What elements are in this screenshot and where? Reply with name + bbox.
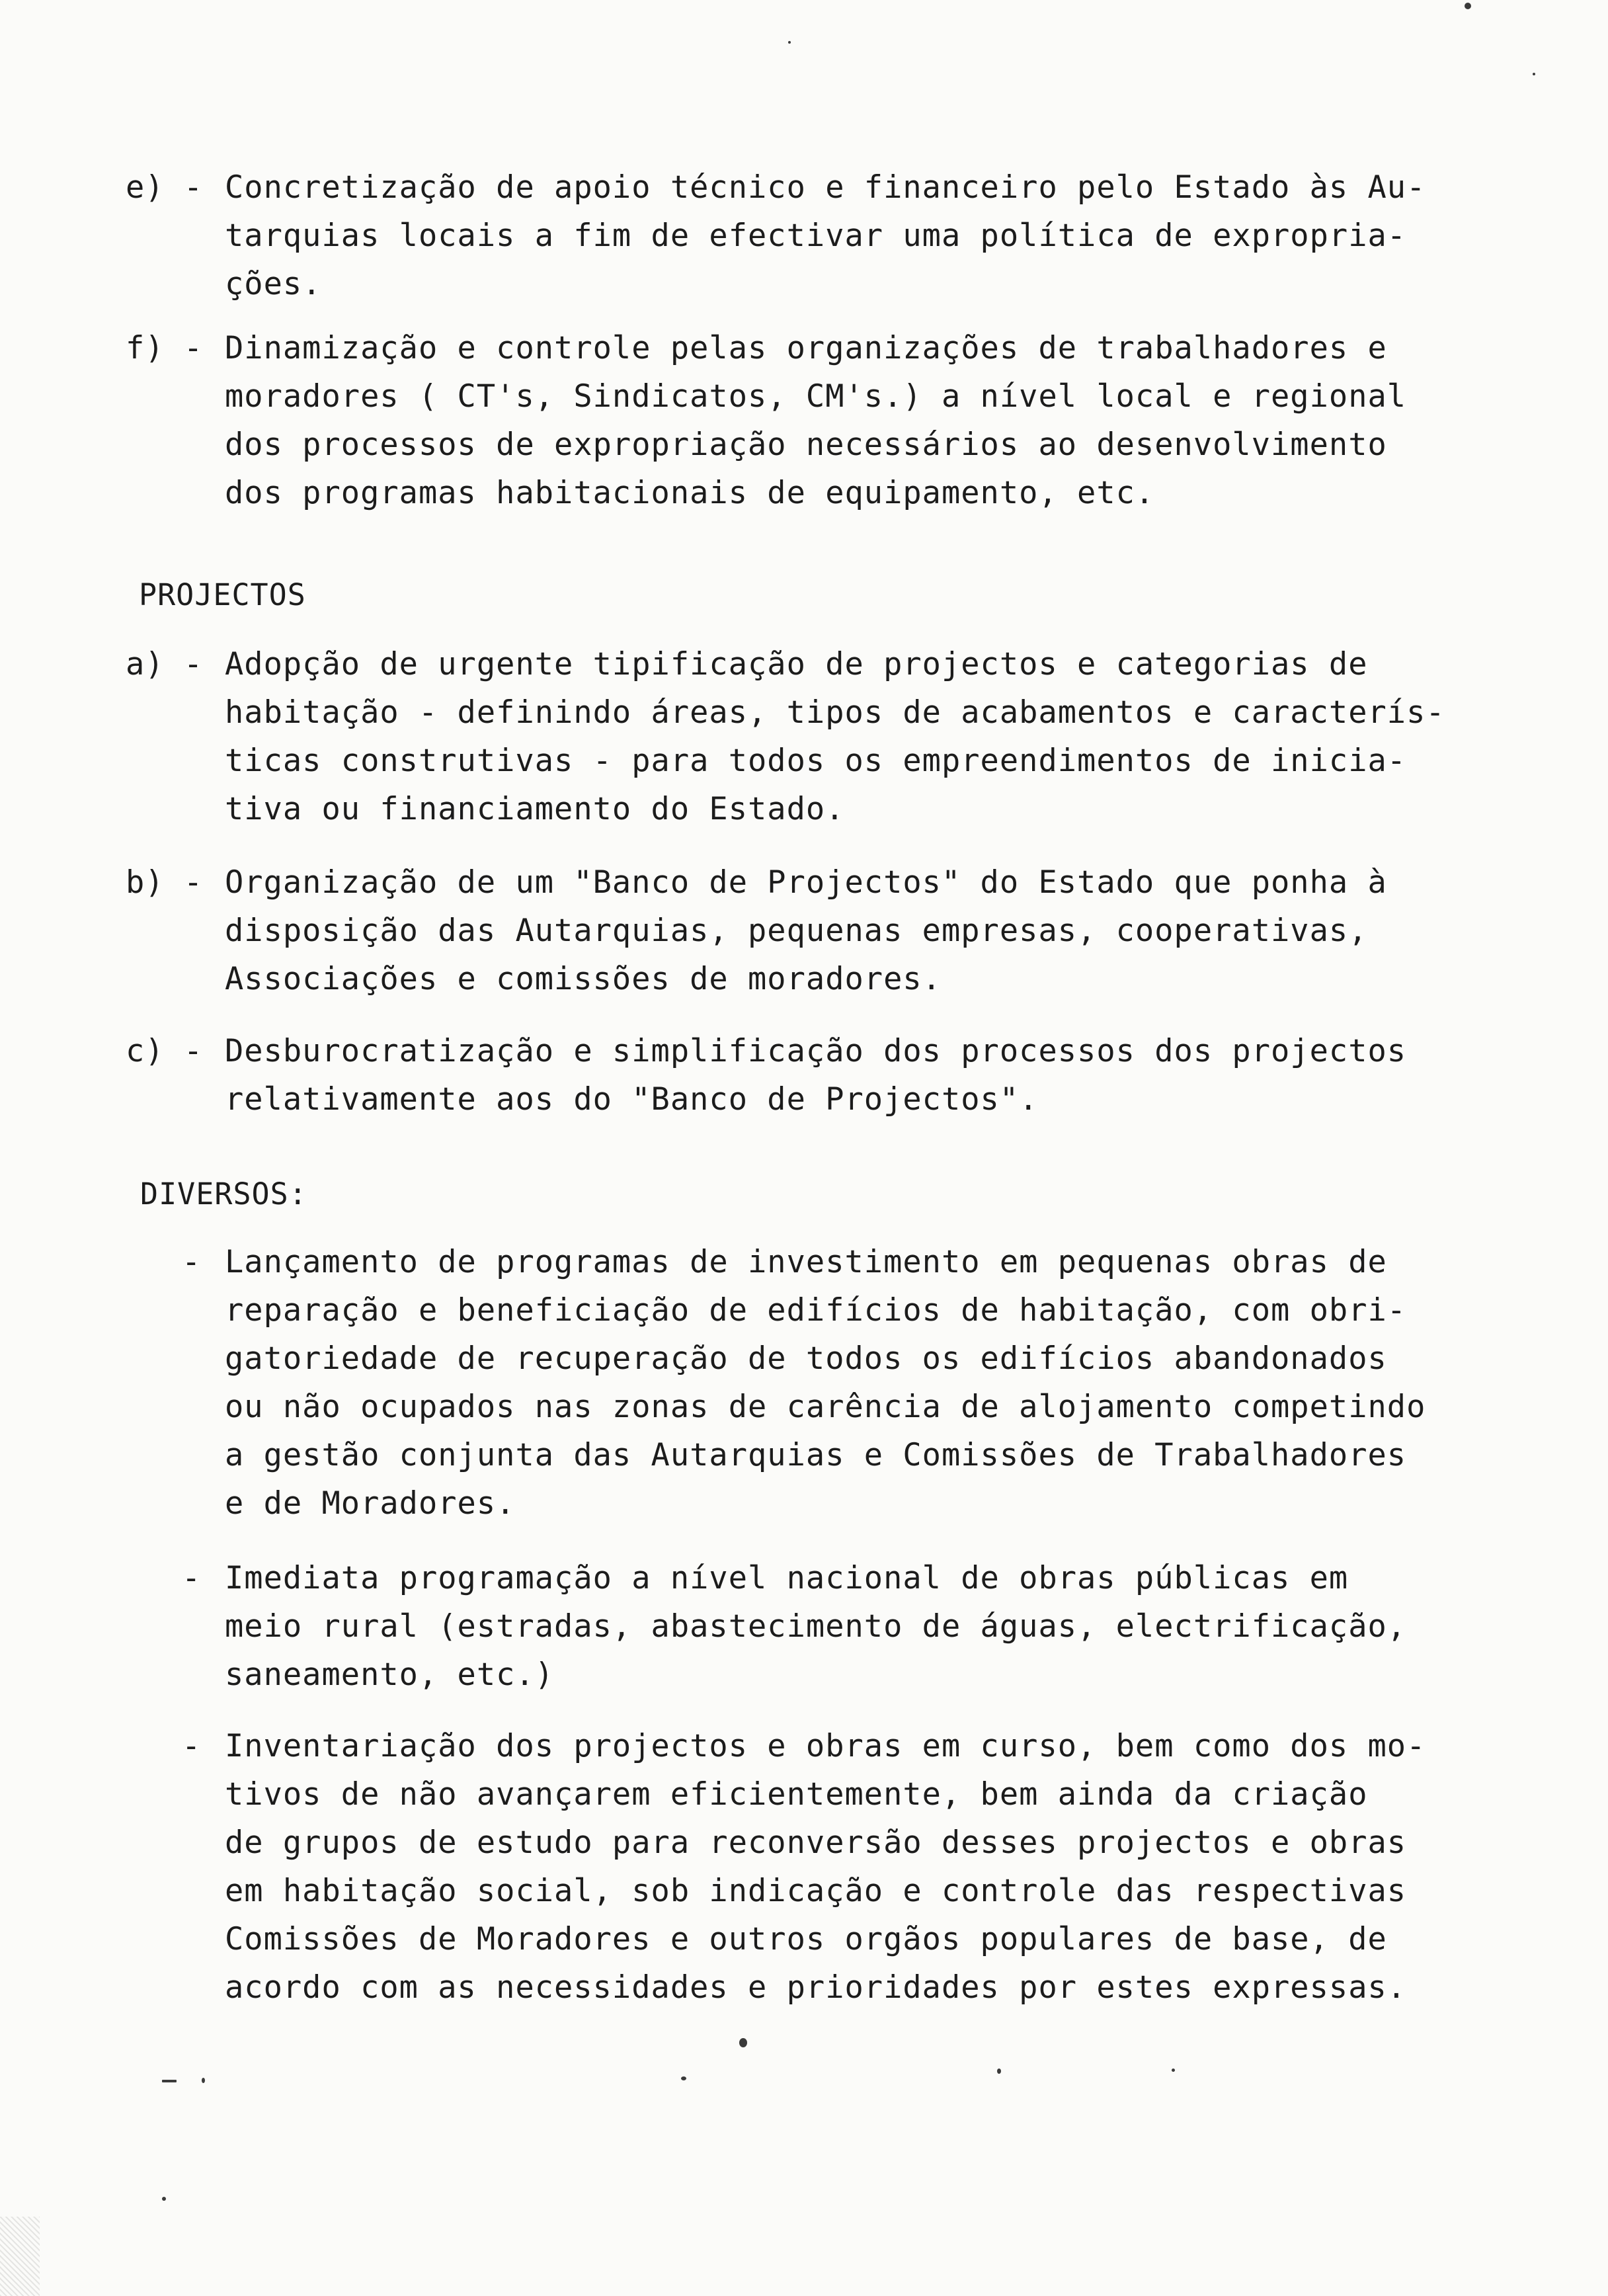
list-marker: - [182,1560,202,1596]
list-item-text: Dinamização e controle pelas organizações de trabalhadores e moradores ( CT's, Sindicatos, CM's.) a nível local e regional dos processos de expropriação necessários ao desenvolvimento dos programas habitacionais de equipamento, etc. [225,330,1407,511]
list-item-text: Concretização de apoio técnico e financeiro pelo Estado às Au- tarquias locais a fim de efectivar uma política de expropria- ções. [225,169,1426,302]
list-item-text: Inventariação dos projectos e obras em curso, bem como dos mo- tivos de não avançarem eficientemente, bem ainda da criação de grupos de estudo para reconversão desses projectos e obras em habitação social, sob indicação e controle das respectivas Comissões de Moradores e outros orgãos populares de base, de acordo com as necessidades e prioridades por estes expressas. [225,1728,1426,2006]
section-heading-projectos: PROJECTOS [139,577,306,612]
scan-speck [681,2076,686,2080]
scan-speck [739,2038,747,2047]
scan-speck [1172,2069,1175,2072]
list-marker: a) - [126,646,204,682]
scan-speck [1533,73,1535,75]
list-item-text: Organização de um "Banco de Projectos" do Estado que ponha à disposição das Autarquias, pequenas empresas, cooperativas, Associações e comissões de moradores. [225,864,1387,997]
list-marker: c) - [126,1033,204,1069]
scan-speck [997,2069,1001,2074]
list-marker: - [182,1728,202,1764]
list-marker: - [182,1244,202,1280]
scan-speck [1465,3,1471,9]
list-item-text: Adopção de urgente tipificação de projectos e categorias de habitação - definindo áreas, tipos de acabamentos e caracterís- ticas construtivas - para todos os empreendimentos de inicia- tiva ou financiamento do Estado. [225,646,1445,827]
list-item-text: Imediata programação a nível nacional de obras públicas em meio rural (estradas, abastecimento de águas, electrificação, saneamento, etc.) [225,1560,1407,1693]
list-marker: e) - [126,169,204,206]
list-item-text: Lançamento de programas de investimento em pequenas obras de reparação e beneficiação de edifícios de habitação, com obri- gatoriedade de recuperação de todos os edifícios abandonados ou não ocupados nas zonas de carência de alojamento competindo a gestão conjunta das Autarquias e Comissões de Trabalhadores e de Moradores. [225,1244,1426,1522]
list-marker: f) - [126,330,204,366]
scan-speck [162,2080,177,2082]
scan-speck [202,2078,205,2083]
scan-speck [162,2197,166,2201]
section-heading-diversos: DIVERSOS: [140,1176,307,1211]
list-item-text: Desburocratização e simplificação dos processos dos projectos relativamente aos do "Banco de Projectos". [225,1033,1407,1118]
scan-edge-noise [0,2217,40,2296]
list-marker: b) - [126,864,204,901]
scan-speck [788,41,791,44]
